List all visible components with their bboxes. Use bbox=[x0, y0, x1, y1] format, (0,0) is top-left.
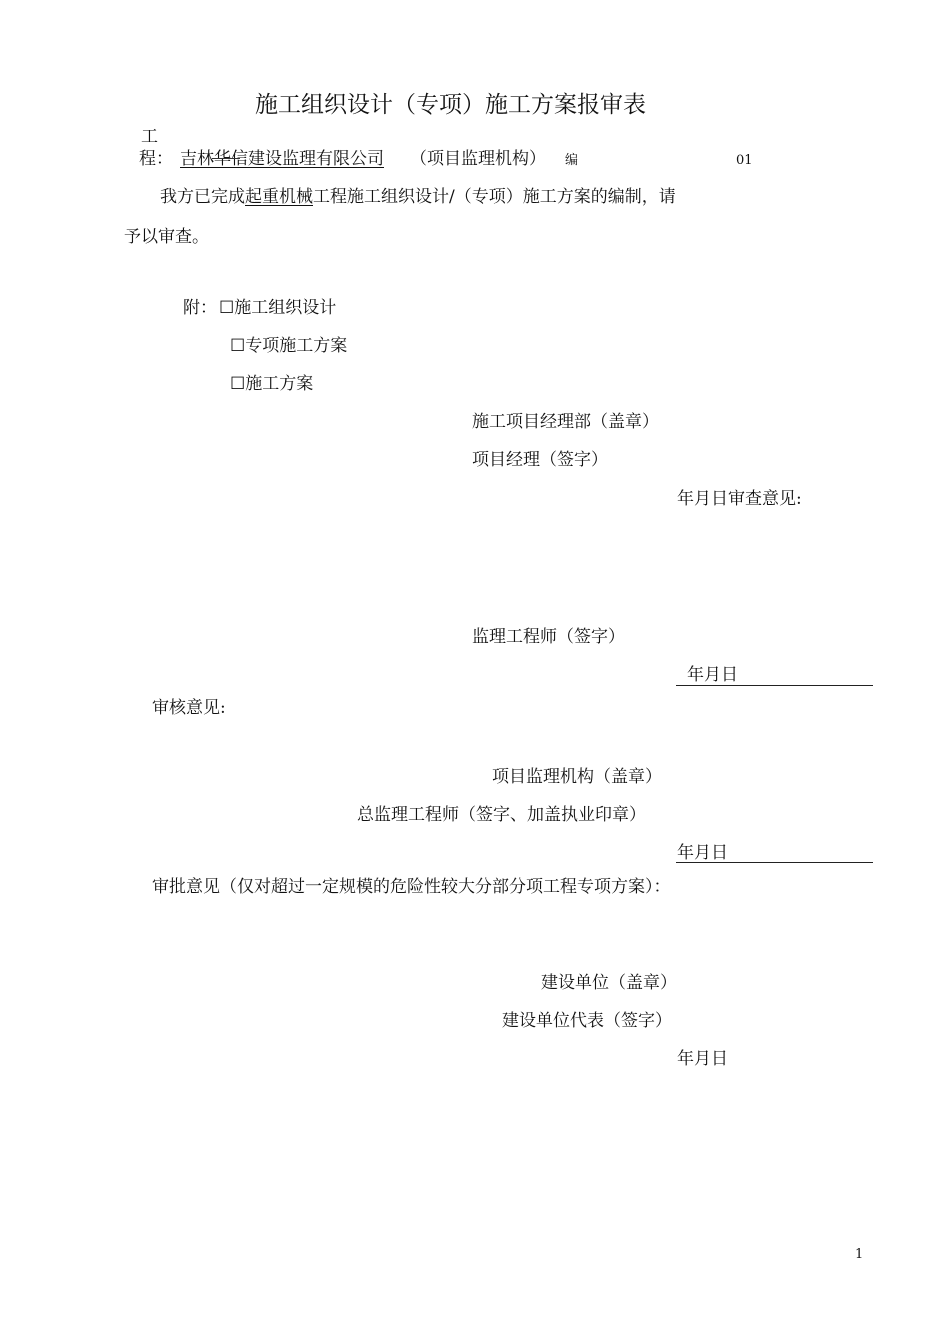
body-suffix: 工程施工组织设计/（专项）施工方案的编制，请 bbox=[313, 187, 676, 207]
attachment-text: 施工方案 bbox=[245, 374, 314, 394]
strike-mark bbox=[212, 158, 240, 159]
code-value: 01 bbox=[736, 153, 753, 168]
date-line-3: 年月日 bbox=[677, 1049, 728, 1069]
project-label-top: 工 bbox=[141, 127, 158, 147]
project-manager-signature: 项目经理（签字） bbox=[472, 450, 608, 470]
date-line-1: 年月日 bbox=[687, 665, 738, 685]
attachment-item[interactable] bbox=[219, 297, 336, 319]
page-title: 施工组织设计（专项）施工方案报审表 bbox=[255, 92, 646, 118]
date-underline-2 bbox=[676, 862, 873, 863]
audit-opinion-label: 审核意见: bbox=[152, 698, 226, 718]
chief-engineer-signature: 总监理工程师（签字、加盖执业印章） bbox=[357, 805, 646, 825]
date-review-opinion: 年月日审查意见: bbox=[677, 489, 802, 509]
checkbox-icon[interactable]: ☐ bbox=[230, 336, 246, 356]
code-label: 编 bbox=[565, 153, 579, 168]
approval-opinion-label: 审批意见（仅对超过一定规模的危险性较大分部分项工程专项方案）： bbox=[152, 877, 671, 897]
body-line-2: 予以审查。 bbox=[124, 227, 209, 247]
attachment-item[interactable] bbox=[230, 335, 347, 357]
supervisor-engineer-signature: 监理工程师（签字） bbox=[472, 627, 625, 647]
supervision-org-seal: 项目监理机构（盖章） bbox=[492, 767, 662, 787]
attachment-text: 施工组织设计 bbox=[234, 298, 337, 318]
recipient-suffix: （项目监理机构） bbox=[410, 149, 546, 169]
attachment-text: 专项施工方案 bbox=[245, 336, 348, 356]
recipient-name: 吉林华信建设监理有限公司 bbox=[180, 149, 384, 169]
checkbox-icon[interactable]: ☐ bbox=[219, 298, 235, 318]
date-underline-1 bbox=[676, 685, 873, 686]
body-prefix: 我方已完成 bbox=[160, 187, 245, 207]
page-number: 1 bbox=[855, 1247, 864, 1262]
attachment-label: 附： bbox=[183, 298, 217, 318]
project-label-bottom: 程： bbox=[139, 149, 173, 169]
body-underlined: 起重机械 bbox=[245, 187, 313, 207]
owner-unit-seal: 建设单位（盖章） bbox=[541, 973, 677, 993]
date-line-2: 年月日 bbox=[677, 843, 728, 863]
contractor-dept-seal: 施工项目经理部（盖章） bbox=[472, 412, 659, 432]
body-line-1 bbox=[160, 186, 676, 208]
checkbox-icon[interactable]: ☐ bbox=[230, 374, 246, 394]
attachment-item[interactable] bbox=[230, 373, 313, 395]
owner-rep-signature: 建设单位代表（签字） bbox=[502, 1011, 672, 1031]
